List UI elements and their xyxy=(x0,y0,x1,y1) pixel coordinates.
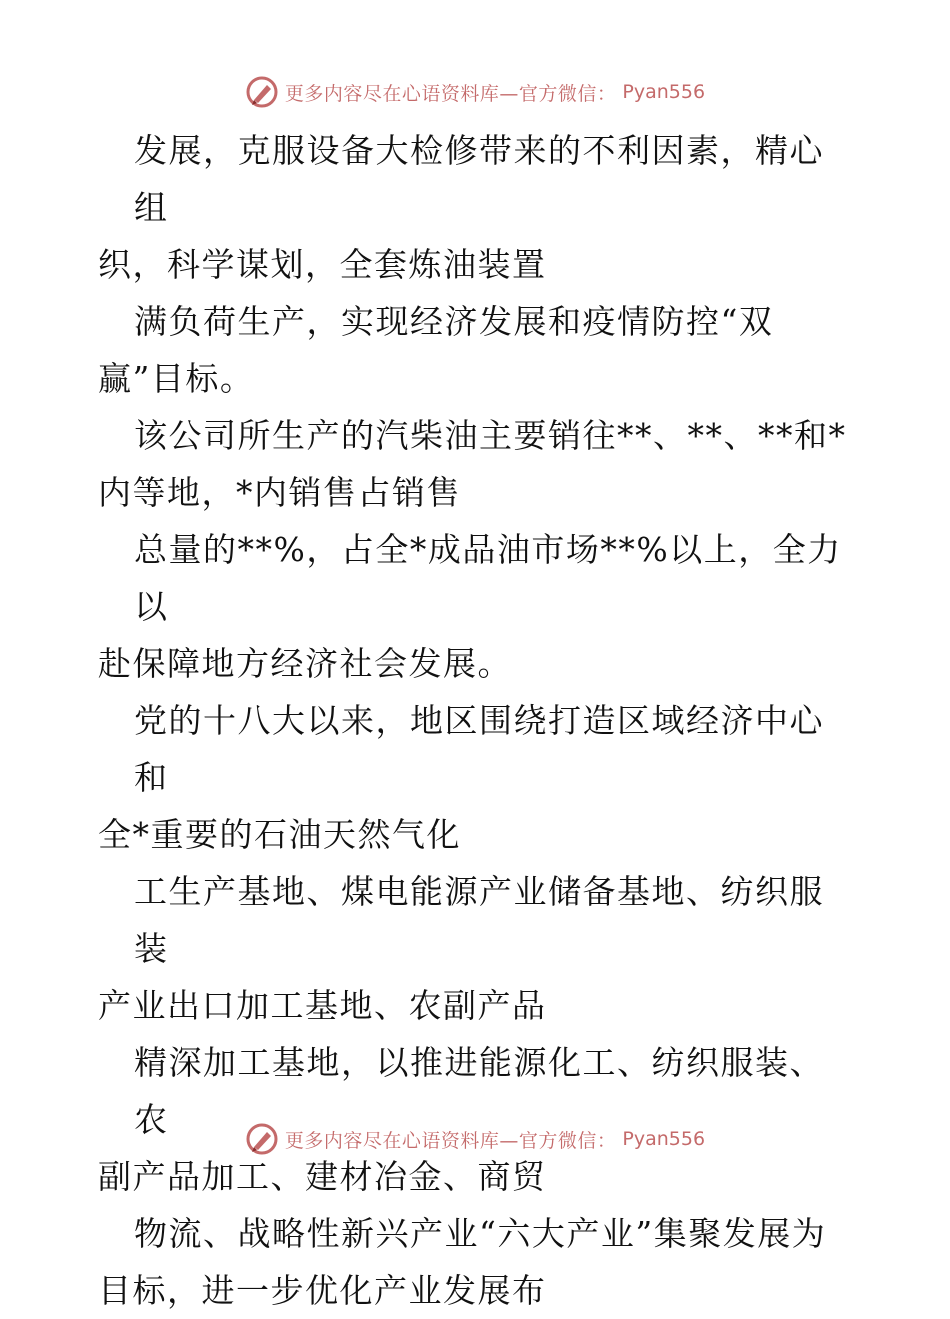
paragraph-line: 全*重要的石油天然气化 xyxy=(98,815,461,854)
watermark-text: 更多内容尽在心语资料库—官方微信： xyxy=(284,1129,617,1152)
header-watermark xyxy=(0,72,950,112)
paragraph-line: 产业出口加工基地、农副产品 xyxy=(98,986,547,1025)
paragraph-line: 目标，进一步优化产业发展布 xyxy=(98,1271,547,1310)
paragraph-line: 物流、战略性新兴产业“六大产业”集聚发展为 xyxy=(134,1214,827,1253)
paragraph xyxy=(98,521,858,692)
paragraph xyxy=(98,692,858,863)
paragraph-line: 该公司所生产的汽柴油主要销往**、**、**和* xyxy=(134,416,847,455)
paragraph-line: 内等地，*内销售占销售 xyxy=(98,473,461,512)
paragraph-line: 副产品加工、建材冶金、商贸 xyxy=(98,1157,547,1196)
paragraph xyxy=(98,407,858,521)
watermark-handle: Pyan556 xyxy=(622,81,706,103)
paragraph-line: 织，科学谋划，全套炼油装置 xyxy=(98,245,547,284)
paragraph-line: 赢”目标。 xyxy=(98,359,255,398)
paragraph xyxy=(98,863,858,1034)
paragraph xyxy=(98,293,858,407)
paragraph xyxy=(98,1205,858,1319)
paragraph-line: 赴保障地方经济社会发展。 xyxy=(98,644,512,683)
paragraph-line: 精深加工基地，以推进能源化工、纺织服装、农 xyxy=(134,1043,824,1139)
watermark-handle: Pyan556 xyxy=(622,1128,706,1150)
paragraph-line: 总量的**%，占全*成品油市场**%以上，全力以 xyxy=(134,530,842,626)
paragraph-line: 工生产基地、煤电能源产业储备基地、纺织服装 xyxy=(134,872,824,968)
pen-logo-icon xyxy=(245,75,279,109)
paragraph xyxy=(98,122,858,293)
paragraph-line: 满负荷生产，实现经济发展和疫情防控“双 xyxy=(134,302,774,341)
pen-logo-icon xyxy=(245,1122,279,1156)
watermark-text: 更多内容尽在心语资料库—官方微信： xyxy=(284,82,617,105)
paragraph-line: 发展，克服设备大检修带来的不利因素，精心组 xyxy=(134,131,824,227)
footer-watermark xyxy=(0,1119,950,1159)
paragraph-line: 党的十八大以来，地区围绕打造区域经济中心和 xyxy=(134,701,824,797)
